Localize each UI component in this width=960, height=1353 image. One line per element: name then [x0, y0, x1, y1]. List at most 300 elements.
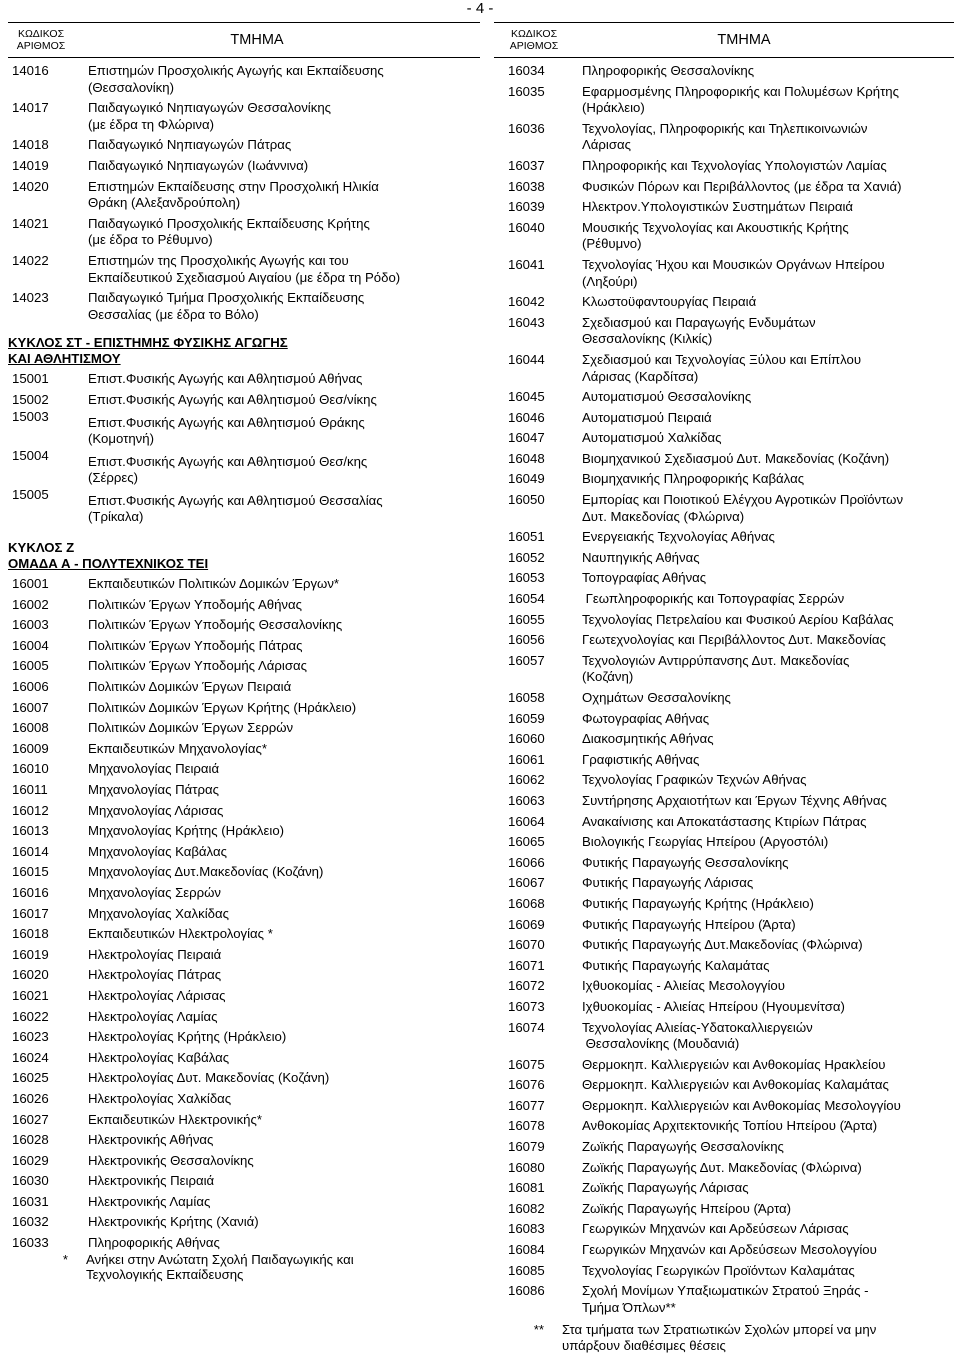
department-name: Ηλεκτρολογίας Λάρισας — [88, 987, 226, 1003]
department-name: Τεχνολογίας Ήχου και Μουσικών Οργάνων Ηπείρου (Ληξούρι) — [582, 256, 885, 289]
department-name: Επιστημών της Προσχολικής Αγωγής και του Εκπαίδευτικού Σχεδιασμού Αιγαίου (με έδρα τη Ρόδο) — [88, 252, 401, 285]
table-row — [494, 834, 954, 851]
department-name: Τεχνολογίας Αλιείας-Υδατοκαλλιεργειών Θεσσαλονίκης (Μουδανιά) — [582, 1019, 813, 1052]
department-code: 16083 — [508, 1221, 545, 1237]
department-name: Φυτικής Παραγωγής Δυτ.Μακεδονίας (Φλώρινα) — [582, 937, 863, 953]
department-name: Ανθοκομίας Αρχιτεκτονικής Τοπίου Ηπείρου (Άρτα) — [582, 1118, 878, 1134]
department-code: 16020 — [12, 967, 49, 983]
department-name: Πολιτικών Δομικών Έργων Σερρών — [88, 720, 294, 736]
section-z-title: ΚΥΚΛΟΣ Ζ ΟΜΑΔΑ Α - ΠΟΛΥΤΕΧΝΙΚΟΣ ΤΕΙ — [8, 540, 209, 572]
department-name: Ζωϊκής Παραγωγής Λάρισας — [582, 1180, 749, 1196]
table-row — [494, 1139, 954, 1156]
department-code: 16028 — [12, 1132, 49, 1148]
department-header-right: ΤΜΗΜΑ — [717, 32, 771, 48]
department-code: 16031 — [12, 1193, 49, 1209]
table-row — [8, 844, 480, 861]
department-code: 16048 — [508, 450, 545, 466]
department-name: Μηχανολογίας Καβάλας — [88, 843, 227, 859]
table-row — [8, 1070, 480, 1087]
table-row — [494, 1098, 954, 1115]
department-name: Φυτικής Παραγωγής Κρήτης (Ηράκλειο) — [582, 895, 814, 911]
department-name: Ιχθυοκομίας - Αλιείας Ηπείρου (Ηγουμενίτσα) — [582, 998, 845, 1014]
table-row — [8, 1009, 480, 1026]
department-code: 16024 — [12, 1049, 49, 1065]
department-code: 16027 — [12, 1111, 49, 1127]
department-name: Τοπογραφίας Αθήνας — [582, 570, 707, 586]
table-row — [494, 752, 954, 769]
department-name: Φυσικών Πόρων και Περιβάλλοντος (με έδρα τα Χανιά) — [582, 178, 902, 194]
department-code: 14017 — [12, 100, 49, 116]
department-name: Πολιτικών Έργων Υποδομής Λάρισας — [88, 658, 307, 674]
table-row — [494, 1201, 954, 1218]
department-code: 16068 — [508, 895, 545, 911]
department-header: ΤΜΗΜΑ — [230, 32, 284, 48]
table-row — [8, 617, 480, 634]
left-column — [8, 22, 480, 1283]
page-number: - 4 - — [466, 0, 494, 17]
department-code: 16039 — [508, 199, 545, 215]
department-name: Επιστ.Φυσικής Αγωγής και Αθλητισμού Αθήνας — [88, 371, 363, 387]
department-code: 16075 — [508, 1056, 545, 1072]
department-code: 16056 — [508, 632, 545, 648]
department-code: 16058 — [508, 690, 545, 705]
department-name: Εκπαιδευτικών Ηλεκτρολογίας * — [88, 926, 273, 942]
department-code: 16060 — [508, 731, 545, 747]
department-code: 15001 — [12, 371, 49, 387]
table-row — [8, 158, 480, 175]
department-code: 16077 — [508, 1097, 545, 1113]
department-code: 16012 — [12, 802, 49, 818]
block-16xxx-right — [494, 63, 954, 1316]
department-name: Αυτοματισμού Χαλκίδας — [582, 430, 722, 446]
table-row — [494, 315, 954, 348]
department-name: Επιστημών Εκπαίδευσης στην Προσχολική Ηλικία Θράκη (Αλεξανδρούπολη) — [88, 178, 379, 211]
table-row — [8, 761, 480, 778]
department-code: 16035 — [508, 83, 545, 99]
department-name: Σχεδιασμού και Τεχνολογίας Ξύλου και Επίπλου Λάρισας (Καρδίτσα) — [582, 351, 862, 384]
department-code: 16049 — [508, 471, 545, 487]
department-name: Ηλεκτρολογίας Πάτρας — [88, 967, 222, 983]
table-row — [8, 392, 480, 409]
table-row — [8, 947, 480, 964]
department-code: 14022 — [12, 252, 49, 268]
department-name: Τεχνολογίας Γραφικών Τεχνών Αθήνας — [582, 772, 807, 788]
department-code: 16011 — [12, 782, 48, 797]
department-name: Ηλεκτρονικής Κρήτης (Χανιά) — [88, 1214, 259, 1230]
table-row — [494, 410, 954, 427]
department-name: Διακοσμητικής Αθήνας — [582, 731, 714, 747]
department-name: Τεχνολογίας Γεωργικών Προϊόντων Καλαμάτας — [582, 1262, 855, 1278]
department-code: 16016 — [12, 884, 49, 900]
department-code: 16037 — [508, 157, 545, 173]
table-row — [494, 352, 954, 385]
department-name: Ηλεκτρολογίας Χαλκίδας — [88, 1090, 232, 1106]
table-row — [494, 653, 954, 686]
department-name: Αυτοματισμού Θεσσαλονίκης — [582, 389, 752, 405]
department-code: 16055 — [508, 611, 545, 627]
table-row — [494, 591, 954, 608]
table-row — [8, 1153, 480, 1170]
department-code: 16050 — [508, 492, 545, 508]
table-row — [8, 658, 480, 675]
department-code: 16041 — [508, 256, 545, 272]
table-row — [8, 487, 480, 526]
department-code: 14018 — [12, 137, 49, 153]
department-code: 16003 — [12, 617, 49, 633]
department-code: 16067 — [508, 875, 545, 891]
department-name: Βιομηχανικού Σχεδιασμού Δυτ. Μακεδονίας (Κοζάνη) — [582, 450, 890, 466]
department-code: 15003 — [12, 408, 49, 424]
table-row — [494, 1118, 954, 1135]
department-code: 16015 — [12, 864, 49, 880]
department-code: 16001 — [12, 576, 49, 592]
department-name: Γεωπληροφορικής και Τοπογραφίας Σερρών — [582, 591, 845, 607]
table-row — [8, 1132, 480, 1149]
department-code: 16022 — [12, 1008, 49, 1024]
department-name: Οχημάτων Θεσσαλονίκης — [582, 690, 731, 705]
department-code: 16043 — [508, 314, 545, 330]
department-code: 16019 — [12, 946, 49, 962]
department-name: Ναυπηγικής Αθήνας — [582, 549, 700, 565]
department-code: 16053 — [508, 570, 545, 586]
department-code: 16073 — [508, 998, 545, 1014]
department-code: 16082 — [508, 1200, 545, 1216]
table-row — [8, 803, 480, 820]
department-name: Ηλεκτρολογίας Δυτ. Μακεδονίας (Κοζάνη) — [88, 1070, 330, 1086]
department-name: Πολιτικών Έργων Υποδομής Θεσσαλονίκης — [88, 617, 343, 633]
department-code: 16086 — [508, 1283, 545, 1299]
department-code: 14020 — [12, 178, 49, 194]
department-name: Μηχανολογίας Λάρισας — [88, 802, 224, 818]
department-name: Γραφιστικής Αθήνας — [582, 751, 700, 767]
department-name: Παιδαγωγικό Νηπιαγωγών (Ιωάννινα) — [88, 157, 309, 173]
department-code: 16026 — [12, 1090, 49, 1106]
department-name: Πληροφορικής και Τεχνολογίας Υπολογιστών Λαμίας — [582, 157, 887, 173]
department-name: Επιστ.Φυσικής Αγωγής και Αθλητισμού Θεσσαλίας (Τρίκαλα) — [88, 492, 383, 525]
section-st-title: ΚΥΚΛΟΣ ΣΤ - ΕΠΙΣΤΗΜΗΣ ΦΥΣΙΚΗΣ ΑΓΩΓΗΣ ΚΑΙ ΑΘΛΗΤΙΣΜΟΥ — [8, 335, 288, 367]
department-name: Θερμοκηπ. Καλλιεργειών και Ανθοκομίας Ηρακλείου — [582, 1056, 886, 1072]
table-row — [494, 389, 954, 406]
table-header — [8, 22, 480, 58]
department-name: Ηλεκτρονικής Λαμίας — [88, 1193, 211, 1209]
department-code: 16061 — [508, 751, 545, 767]
department-name: Παιδαγωγικό Νηπιαγωγών Θεσσαλονίκης (με έδρα τη Φλώρινα) — [88, 100, 332, 132]
department-code: 16059 — [508, 710, 545, 726]
department-name: Παιδαγωγικό Προσχολικής Εκπαίδευσης Κρήτης (με έδρα το Ρέθυμνο) — [88, 215, 370, 248]
table-row — [8, 216, 480, 249]
department-code: 16030 — [12, 1173, 49, 1189]
department-code: 16021 — [12, 987, 49, 1003]
department-name: Μουσικής Τεχνολογίας και Ακουστικής Κρήτης (Ρέθυμνο) — [582, 219, 849, 252]
table-row — [8, 926, 480, 943]
table-row — [494, 471, 954, 488]
department-code: 16007 — [12, 699, 49, 715]
department-code: 16010 — [12, 761, 49, 777]
department-code: 16076 — [508, 1077, 545, 1093]
department-name: Επιστημών Προσχολικής Αγωγής και Εκπαίδευσης (Θεσσαλονίκη) — [88, 63, 384, 95]
table-row — [8, 371, 480, 388]
department-name: Θερμοκηπ. Καλλιεργειών και Ανθοκομίας Μεσολογγίου — [582, 1097, 901, 1113]
department-name: Ενεργειακής Τεχνολογίας Αθήνας — [582, 529, 775, 545]
table-row — [494, 529, 954, 546]
department-name: Ηλεκτρονικής Αθήνας — [88, 1132, 214, 1148]
department-name: Πληροφορικής Θεσσαλονίκης — [582, 63, 755, 78]
department-name: Ζωϊκής Παραγωγής Δυτ. Μακεδονίας (Φλώρινα) — [582, 1159, 862, 1175]
department-code: 16023 — [12, 1029, 49, 1045]
table-header-right — [494, 22, 954, 58]
table-row — [494, 855, 954, 872]
table-row — [494, 199, 954, 216]
department-name: Ηλεκτρολογίας Πειραιά — [88, 946, 222, 962]
table-row — [494, 294, 954, 311]
department-name: Ηλεκτρονικής Θεσσαλονίκης — [88, 1152, 254, 1168]
department-code: 16044 — [508, 351, 545, 367]
department-code: 16045 — [508, 389, 545, 405]
table-row — [8, 720, 480, 737]
department-code: 16005 — [12, 658, 49, 674]
department-code: 16025 — [12, 1070, 49, 1086]
department-code: 16006 — [12, 679, 49, 695]
department-name: Συντήρησης Αρχαιοτήτων και Έργων Τέχνης Αθήνας — [582, 792, 887, 808]
department-code: 16036 — [508, 120, 545, 136]
table-row — [8, 782, 480, 799]
block-15xxx-a — [8, 371, 480, 408]
department-code: 16009 — [12, 740, 49, 756]
department-name: Σχεδιασμού και Παραγωγής Ενδυμάτων Θεσσαλονίκης (Κιλκίς) — [582, 314, 816, 347]
table-row — [8, 179, 480, 212]
table-row — [8, 597, 480, 614]
department-code: 16052 — [508, 549, 545, 565]
department-name: Επιστ.Φυσικής Αγωγής και Αθλητισμού Θεσ/κης (Σέρρες) — [88, 453, 368, 486]
table-row — [494, 999, 954, 1016]
table-row — [494, 711, 954, 728]
table-row — [8, 63, 480, 96]
department-name: Φυτικής Παραγωγής Θεσσαλονίκης — [582, 854, 789, 870]
department-name: Ζωϊκής Παραγωγής Ηπείρου (Άρτα) — [582, 1200, 792, 1216]
department-name: Επιστ.Φυσικής Αγωγής και Αθλητισμού Θεσ/νίκης — [88, 391, 377, 407]
department-name: Πολιτικών Έργων Υποδομής Αθήνας — [88, 596, 302, 612]
department-name: Ηλεκτρολογίας Κρήτης (Ηράκλειο) — [88, 1029, 287, 1045]
table-row — [8, 700, 480, 717]
table-row — [494, 731, 954, 748]
department-code: 16033 — [12, 1235, 49, 1251]
table-row — [494, 1283, 954, 1316]
block-14xxx — [8, 63, 480, 323]
department-code: 16081 — [508, 1180, 545, 1196]
table-row — [494, 612, 954, 629]
department-code: 16004 — [12, 637, 49, 653]
table-row — [494, 896, 954, 913]
table-row — [8, 1235, 480, 1252]
department-name: Γεωργικών Μηχανών και Αρδεύσεων Μεσολογγίου — [582, 1242, 877, 1258]
department-name: Φυτικής Παραγωγής Ηπείρου (Άρτα) — [582, 916, 796, 932]
department-code: 16070 — [508, 937, 545, 953]
table-row — [8, 967, 480, 984]
table-row — [494, 690, 954, 707]
department-name: Εκπαιδευτικών Πολιτικών Δομικών Έργων* — [88, 576, 340, 592]
department-name: Επιστ.Φυσικής Αγωγής και Αθλητισμού Θράκης (Κομοτηνή) — [88, 414, 365, 447]
department-code: 16002 — [12, 596, 49, 612]
table-row — [8, 1091, 480, 1108]
footnote-double-star: ** Στα τμήματα των Στρατιωτικών Σχολών μπορεί να μην υπάρξουν διαθέσιμες θέσεις — [533, 1322, 877, 1353]
table-row — [8, 1194, 480, 1211]
department-code: 15005 — [12, 486, 49, 502]
department-code: 16057 — [508, 652, 545, 668]
table-row — [494, 84, 954, 117]
department-code: 16038 — [508, 178, 545, 194]
department-name: Παιδαγωγικό Τμήμα Προσχολικής Εκπαίδευσης Θεσσαλίας (με έδρα το Βόλο) — [88, 290, 365, 322]
table-row — [494, 978, 954, 995]
department-code: 16065 — [508, 834, 545, 850]
department-name: Γεωτεχνολογίας και Περιβάλλοντος Δυτ. Μακεδονίας — [582, 632, 886, 648]
department-code: 16014 — [12, 843, 49, 859]
table-row — [8, 864, 480, 881]
table-row — [8, 906, 480, 923]
table-row — [8, 1173, 480, 1190]
department-code: 16079 — [508, 1139, 545, 1155]
table-row — [494, 179, 954, 196]
department-code: 16013 — [12, 823, 49, 839]
department-code: 16008 — [12, 720, 49, 736]
department-code: 15002 — [12, 391, 49, 407]
department-name: Εφαρμοσμένης Πληροφορικής και Πολυμέσων Κρήτης (Ηράκλειο) — [582, 83, 899, 116]
table-row — [8, 1050, 480, 1067]
table-row — [494, 1180, 954, 1197]
code-header: ΚΩΔΙΚΟΣ ΑΡΙΘΜΟΣ — [16, 28, 66, 52]
department-name: Ηλεκτρολογίας Καβάλας — [88, 1049, 230, 1065]
block-15xxx-b — [8, 409, 480, 527]
table-row — [494, 451, 954, 468]
table-row — [8, 741, 480, 758]
table-row — [494, 1221, 954, 1238]
department-code: 16066 — [508, 854, 545, 870]
table-row — [494, 158, 954, 175]
department-name: Μηχανολογίας Πάτρας — [88, 782, 219, 797]
department-code: 16072 — [508, 978, 545, 994]
department-code: 16064 — [508, 813, 545, 829]
table-row — [494, 772, 954, 789]
department-name: Ηλεκτρονικής Πειραιά — [88, 1173, 215, 1189]
department-code: 16029 — [12, 1152, 49, 1168]
table-row — [494, 1160, 954, 1177]
department-name: Τεχνολογίας Πετρελαίου και Φυσικού Αερίου Καβάλας — [582, 611, 894, 627]
table-row — [494, 257, 954, 290]
department-code: 16062 — [508, 772, 545, 788]
table-row — [494, 1263, 954, 1280]
department-code: 16078 — [508, 1118, 545, 1134]
table-row — [8, 137, 480, 154]
department-code: 14016 — [12, 63, 49, 78]
department-code: 16017 — [12, 905, 49, 921]
department-name: Βιομηχανικής Πληροφορικής Καβάλας — [582, 471, 805, 487]
department-name: Εμπορίας και Ποιοτικού Ελέγχου Αγροτικών Προϊόντων Δυτ. Μακεδονίας (Φλώρινα) — [582, 492, 904, 524]
table-row — [494, 1020, 954, 1053]
table-row — [8, 638, 480, 655]
department-code: 16080 — [508, 1159, 545, 1175]
table-row — [8, 100, 480, 133]
department-name: Ηλεκτρολογίας Λαμίας — [88, 1008, 218, 1024]
table-row — [494, 793, 954, 810]
department-code: 16071 — [508, 957, 545, 973]
footnote-single-star: * Ανήκει στην Ανώτατη Σχολή Παιδαγωγικής και Τεχνολογικής Εκπαίδευσης — [62, 1251, 354, 1283]
table-row — [494, 875, 954, 892]
department-code: 14019 — [12, 157, 49, 173]
department-name: Μηχανολογίας Σερρών — [88, 884, 222, 900]
department-name: Πληροφορικής Αθήνας — [88, 1235, 220, 1251]
table-row — [8, 679, 480, 696]
table-row — [8, 823, 480, 840]
table-row — [494, 570, 954, 587]
table-row — [494, 1242, 954, 1259]
department-name: Παιδαγωγικό Νηπιαγωγών Πάτρας — [88, 137, 292, 153]
table-row — [494, 958, 954, 975]
department-name: Μηχανολογίας Κρήτης (Ηράκλειο) — [88, 823, 285, 839]
block-16xxx-left — [8, 576, 480, 1252]
right-column — [494, 22, 954, 1353]
department-code: 16047 — [508, 430, 545, 446]
department-name: Ηλεκτρον.Υπολογιστικών Συστημάτων Πειραιά — [582, 199, 854, 215]
department-code: 16063 — [508, 792, 545, 808]
table-row — [494, 121, 954, 154]
department-name: Μηχανολογίας Δυτ.Μακεδονίας (Κοζάνη) — [88, 864, 324, 880]
department-code: 16069 — [508, 916, 545, 932]
table-row — [494, 430, 954, 447]
department-name: Φυτικής Παραγωγής Λάρισας — [582, 875, 754, 891]
department-code: 16018 — [12, 926, 49, 942]
department-name: Θερμοκηπ. Καλλιεργειών και Ανθοκομίας Καλαμάτας — [582, 1077, 889, 1093]
table-row — [8, 409, 480, 448]
department-name: Σχολή Μονίμων Υπαξιωματικών Στρατού Ξηράς - Τμήμα Όπλων** — [582, 1283, 869, 1315]
department-name: Μηχανολογίας Χαλκίδας — [88, 905, 229, 921]
department-name: Πολιτικών Δομικών Έργων Πειραιά — [88, 679, 292, 695]
department-name: Ιχθυοκομίας - Αλιείας Μεσολογγίου — [582, 978, 785, 994]
table-row — [8, 988, 480, 1005]
table-row — [494, 550, 954, 567]
table-row — [8, 290, 480, 323]
table-row — [8, 1214, 480, 1231]
department-name: Βιολογικής Γεωργίας Ηπείρου (Αργοστόλι) — [582, 834, 829, 850]
table-row — [494, 492, 954, 525]
table-row — [8, 1029, 480, 1046]
department-code: 16032 — [12, 1214, 49, 1230]
table-row — [494, 1077, 954, 1094]
table-row — [494, 917, 954, 934]
department-name: Τεχνολογιών Αντιρρύπανσης Δυτ. Μακεδονίας (Κοζάνη) — [582, 652, 850, 685]
department-name: Μηχανολογίας Πειραιά — [88, 761, 220, 777]
department-name: Κλωστοϋφαντουργίας Πειραιά — [582, 294, 757, 310]
department-code: 16054 — [508, 591, 545, 607]
table-row — [8, 448, 480, 487]
table-row — [494, 937, 954, 954]
department-name: Ζωϊκής Παραγωγής Θεσσαλονίκης — [582, 1139, 784, 1155]
department-name: Εκπαιδευτικών Ηλεκτρονικής* — [88, 1111, 262, 1127]
table-row — [8, 253, 480, 286]
department-code: 16084 — [508, 1242, 545, 1258]
department-code: 15004 — [12, 447, 49, 463]
department-name: Εκπαιδευτικών Μηχανολογίας* — [88, 740, 267, 756]
code-header-right: ΚΩΔΙΚΟΣ ΑΡΙΘΜΟΣ — [509, 28, 559, 52]
department-code: 16034 — [508, 63, 545, 78]
department-name: Πολιτικών Έργων Υποδομής Πάτρας — [88, 637, 303, 653]
department-name: Γεωργικών Μηχανών και Αρδεύσεων Λάρισας — [582, 1221, 849, 1237]
department-name: Πολιτικών Δομικών Έργων Κρήτης (Ηράκλειο) — [88, 699, 357, 715]
table-row — [8, 885, 480, 902]
table-row — [494, 632, 954, 649]
table-row — [8, 576, 480, 593]
table-row — [494, 220, 954, 253]
department-code: 16042 — [508, 294, 545, 310]
department-code: 14021 — [12, 215, 49, 231]
